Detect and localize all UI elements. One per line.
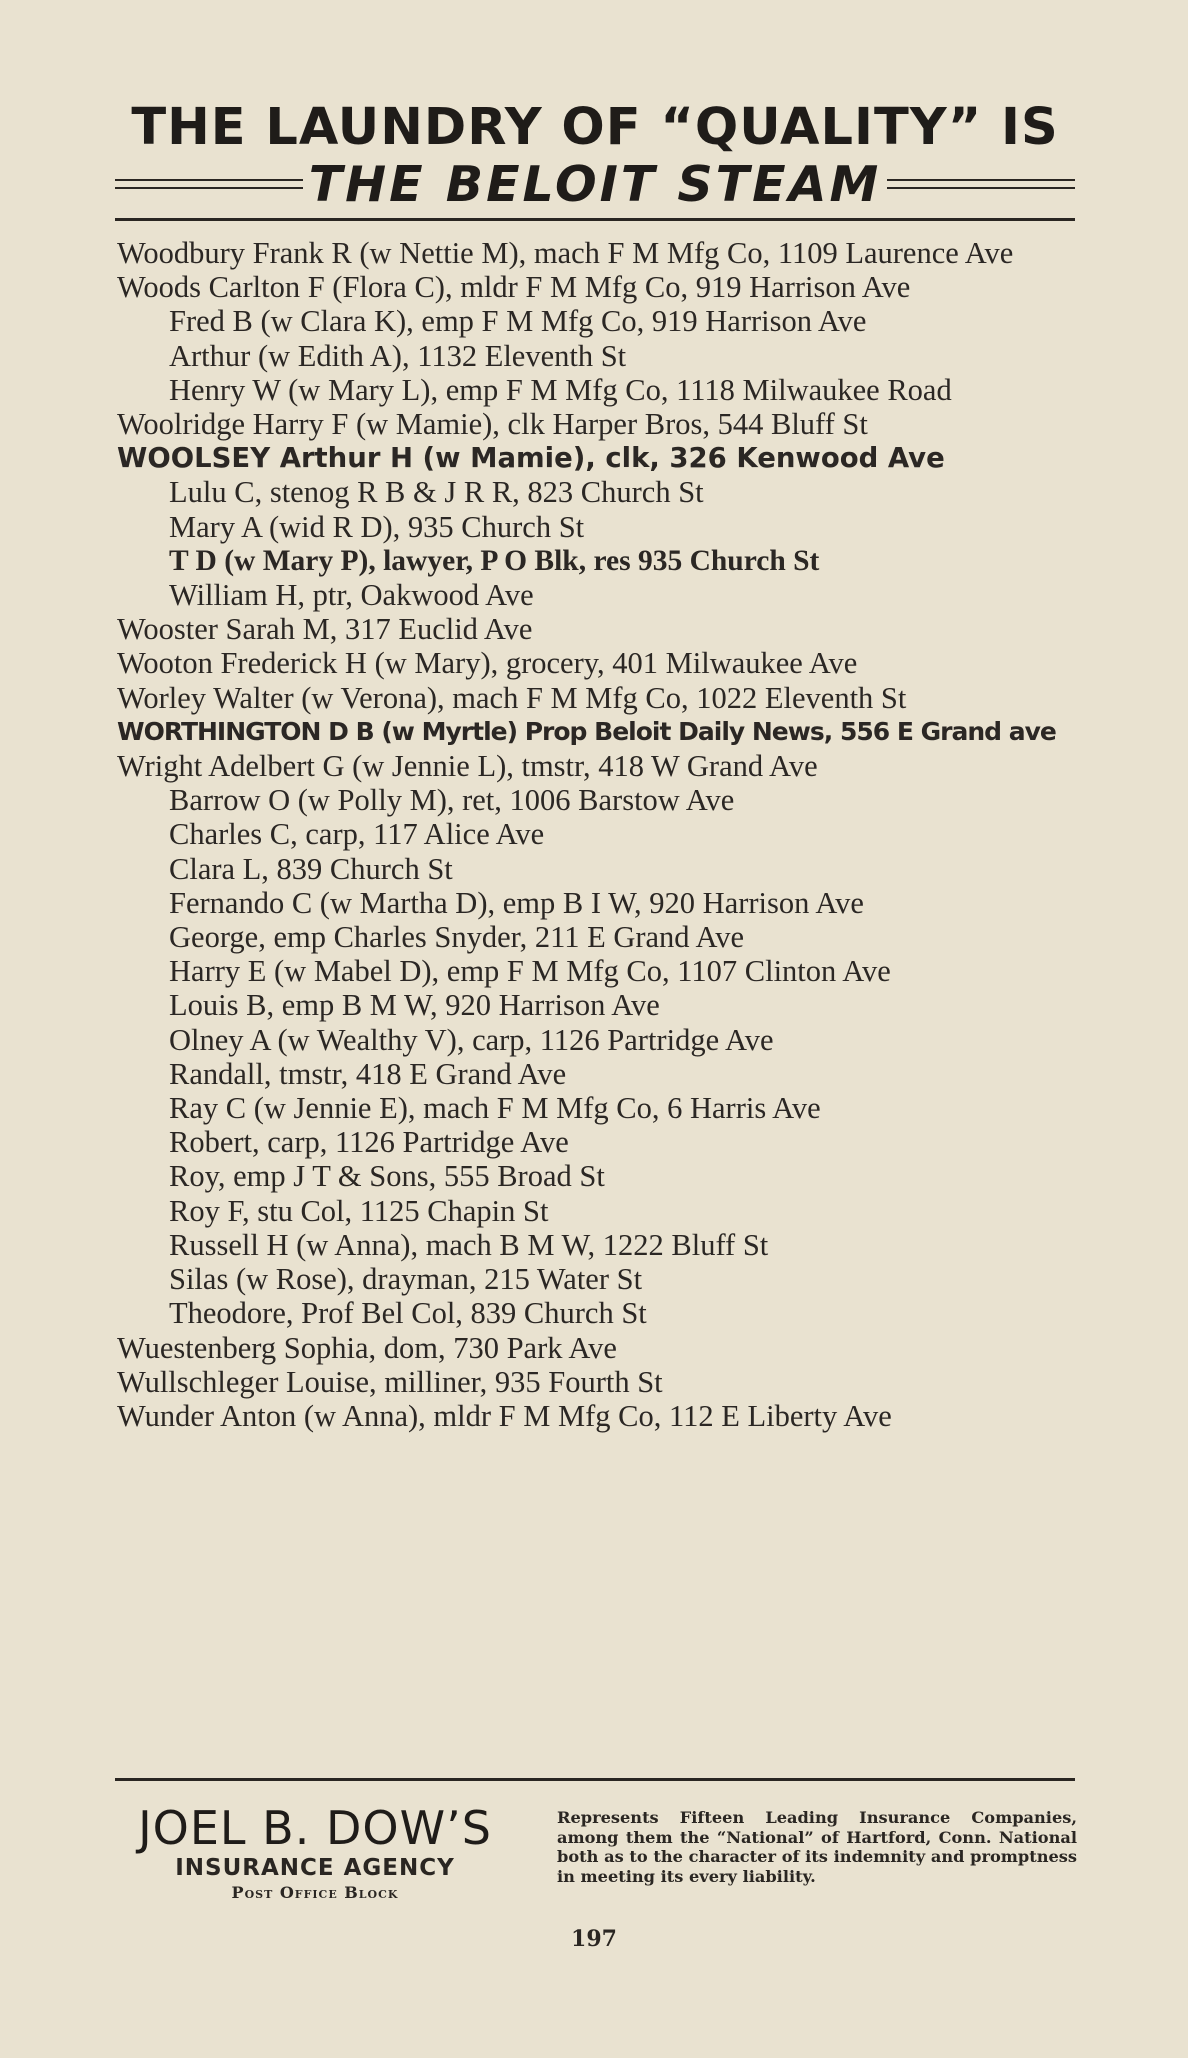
- directory-entry: Wooton Frederick H (w Mary), grocery, 401 Milwaukee Ave: [117, 646, 858, 681]
- directory-entry: Lulu C, stenog R B & J R R, 823 Church St: [169, 475, 704, 510]
- directory-entry: Roy, emp J T & Sons, 555 Broad St: [169, 1159, 605, 1194]
- directory-entry: Roy F, stu Col, 1125 Chapin St: [169, 1193, 549, 1228]
- directory-entry: Wuestenberg Sophia, dom, 730 Park Ave: [117, 1330, 617, 1365]
- directory-entry: Worley Walter (w Verona), mach F M Mfg Co, 1022 Eleventh St: [117, 680, 907, 715]
- ad-agency-label: INSURANCE AGENCY: [175, 1855, 455, 1881]
- directory-entry: Mary A (wid R D), 935 Church St: [169, 509, 585, 544]
- directory-entry: WOOLSEY Arthur H (w Mamie), clk, 326 Kenwood Ave: [117, 442, 945, 475]
- directory-entry: Louis B, emp B M W, 920 Harrison Ave: [169, 988, 660, 1023]
- ad-description: Represents Fifteen Leading Insurance Companies, among them the “National” of Hartford, Conn. National both as to the character of its indemnity and promptness in meeting its every liability.: [557, 1808, 1077, 1886]
- double-rule-left: [115, 179, 303, 189]
- directory-entry: Woodbury Frank R (w Nettie M), mach F M Mfg Co, 1109 Laurence Ave: [117, 236, 1014, 270]
- directory-entry: Harry E (w Mabel D), emp F M Mfg Co, 1107 Clinton Ave: [169, 954, 891, 989]
- directory-entry: Theodore, Prof Bel Col, 839 Church St: [169, 1296, 647, 1331]
- directory-entry: Fred B (w Clara K), emp F M Mfg Co, 919 Harrison Ave: [169, 304, 867, 339]
- directory-entry: Fernando C (w Martha D), emp B I W, 920 Harrison Ave: [169, 885, 864, 920]
- ad-location: Post Office Block: [231, 1883, 399, 1902]
- ad-brand-block: [115, 1802, 515, 1904]
- directory-entry: Ray C (w Jennie E), mach F M Mfg Co, 6 Harris Ave: [169, 1091, 821, 1126]
- directory-entry: Barrow O (w Polly M), ret, 1006 Barstow Ave: [169, 783, 735, 818]
- directory-entry: Wunder Anton (w Anna), mldr F M Mfg Co, 112 E Liberty Ave: [117, 1398, 892, 1433]
- directory-entry: Woolridge Harry F (w Mamie), clk Harper Bros, 544 Bluff St: [117, 407, 868, 442]
- directory-entry: Wullschleger Louise, milliner, 935 Fourth St: [117, 1364, 663, 1399]
- directory-entry: Wright Adelbert G (w Jennie L), tmstr, 418 W Grand Ave: [117, 749, 818, 784]
- banner-business-name: THE BELOIT STEAM: [308, 155, 882, 213]
- banner-headline: THE LAUNDRY OF “QUALITY” IS: [131, 98, 1059, 157]
- page-number: 197: [571, 1926, 617, 1952]
- ad-company-name: JOEL B. DOW’S: [138, 1801, 492, 1855]
- directory-entry: WORTHINGTON D B (w Myrtle) Prop Beloit Daily News, 556 E Grand ave: [117, 716, 1056, 746]
- laundry-banner: [115, 100, 1075, 212]
- directory-entry: Silas (w Rose), drayman, 215 Water St: [169, 1262, 643, 1297]
- directory-entry: Randall, tmstr, 418 E Grand Ave: [169, 1056, 567, 1091]
- header-divider: [115, 218, 1075, 221]
- footer-divider: [115, 1778, 1075, 1781]
- directory-entry: Robert, carp, 1126 Partridge Ave: [169, 1125, 569, 1160]
- double-rule-right: [887, 179, 1075, 189]
- banner-subline: [115, 156, 1075, 212]
- directory-entry: Russell H (w Anna), mach B M W, 1222 Bluff St: [169, 1227, 769, 1262]
- insurance-advertisement: [115, 1802, 1075, 1922]
- directory-entry: George, emp Charles Snyder, 211 E Grand Ave: [169, 920, 745, 955]
- directory-entry: T D (w Mary P), lawyer, P O Blk, res 935 Church St: [169, 544, 820, 577]
- directory-entry: Henry W (w Mary L), emp F M Mfg Co, 1118 Milwaukee Road: [169, 372, 952, 407]
- directory-entry: Woods Carlton F (Flora C), mldr F M Mfg Co, 919 Harrison Ave: [117, 270, 911, 305]
- directory-entry: Arthur (w Edith A), 1132 Eleventh St: [169, 338, 627, 373]
- directory-entry: Wooster Sarah M, 317 Euclid Ave: [117, 612, 533, 647]
- directory-entry: Charles C, carp, 117 Alice Ave: [169, 817, 545, 852]
- directory-entry: Clara L, 839 Church St: [169, 851, 453, 886]
- directory-entry: William H, ptr, Oakwood Ave: [169, 578, 534, 613]
- directory-entry: Olney A (w Wealthy V), carp, 1126 Partridge Ave: [169, 1022, 774, 1057]
- directory-entries: [117, 236, 1077, 1433]
